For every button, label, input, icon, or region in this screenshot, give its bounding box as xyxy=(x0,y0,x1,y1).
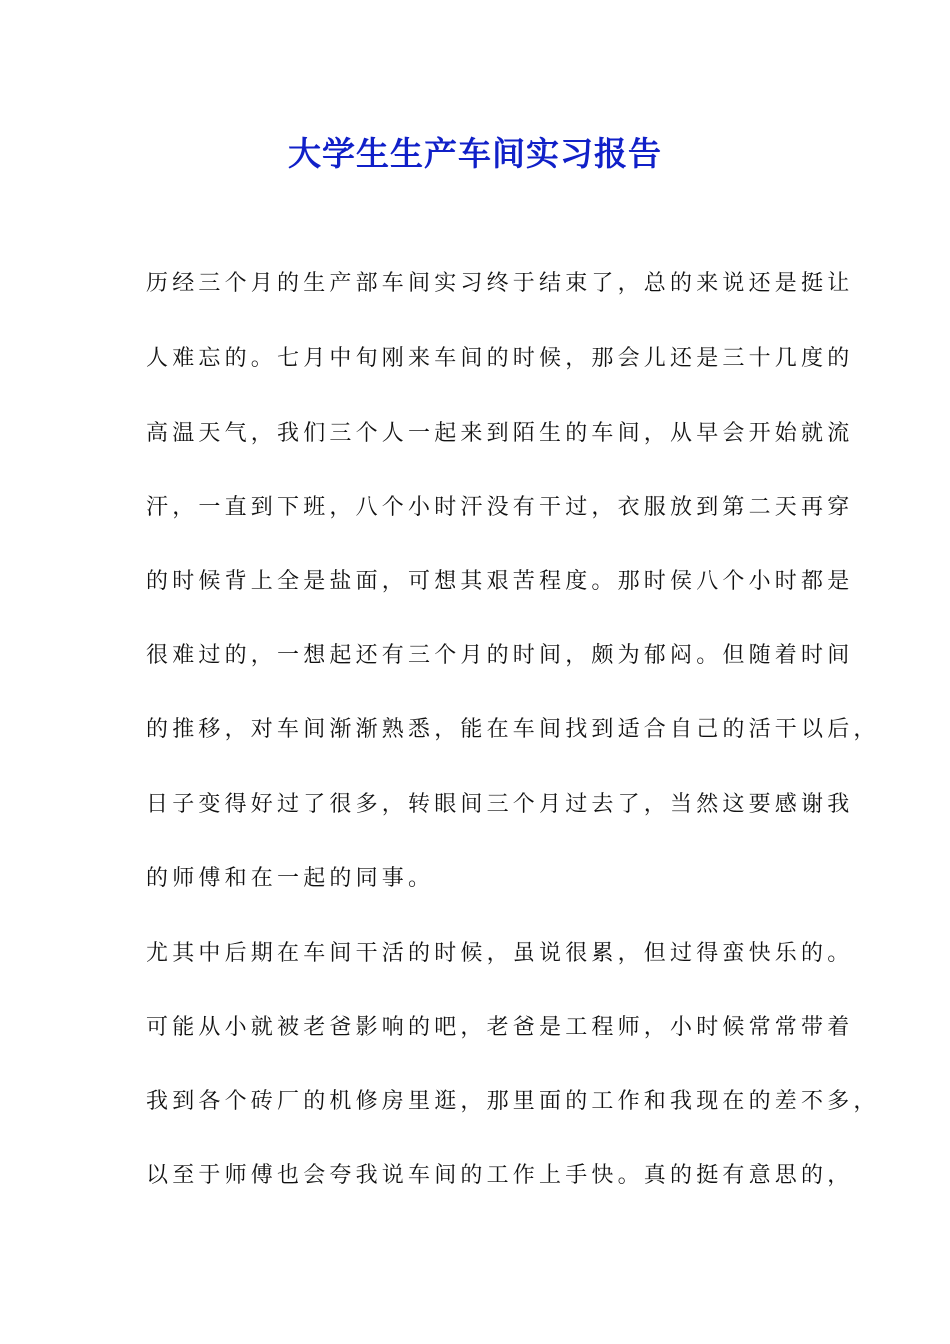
body-line-7: 的推移，对车间渐渐熟悉，能在车间找到适合自己的活干以后， xyxy=(146,717,880,742)
document-title: 大学生生产车间实习报告 xyxy=(288,134,662,173)
body-line-12: 我到各个砖厂的机修房里逛，那里面的工作和我现在的差不多， xyxy=(146,1089,880,1114)
body-line-13: 以至于师傅也会夸我说车间的工作上手快。真的挺有意思的， xyxy=(146,1163,854,1188)
body-line-2: 人难忘的。七月中旬刚来车间的时候，那会儿还是三十几度的 xyxy=(146,346,854,371)
body-line-9: 的师傅和在一起的同事。 xyxy=(146,866,435,891)
body-line-5: 的时候背上全是盐面，可想其艰苦程度。那时侯八个小时都是 xyxy=(146,569,854,594)
body-line-4: 汗，一直到下班，八个小时汗没有干过，衣服放到第二天再穿 xyxy=(146,495,854,520)
body-line-6: 很难过的，一想起还有三个月的时间，颇为郁闷。但随着时间 xyxy=(146,643,854,668)
body-line-3: 高温天气，我们三个人一起来到陌生的车间，从早会开始就流 xyxy=(146,421,854,446)
body-line-8: 日子变得好过了很多，转眼间三个月过去了，当然这要感谢我 xyxy=(146,792,854,817)
body-line-1: 历经三个月的生产部车间实习终于结束了，总的来说还是挺让 xyxy=(146,271,854,296)
body-line-10: 尤其中后期在车间干活的时候，虽说很累，但过得蛮快乐的。 xyxy=(146,941,854,966)
body-line-11: 可能从小就被老爸影响的吧，老爸是工程师，小时候常常带着 xyxy=(146,1015,854,1040)
